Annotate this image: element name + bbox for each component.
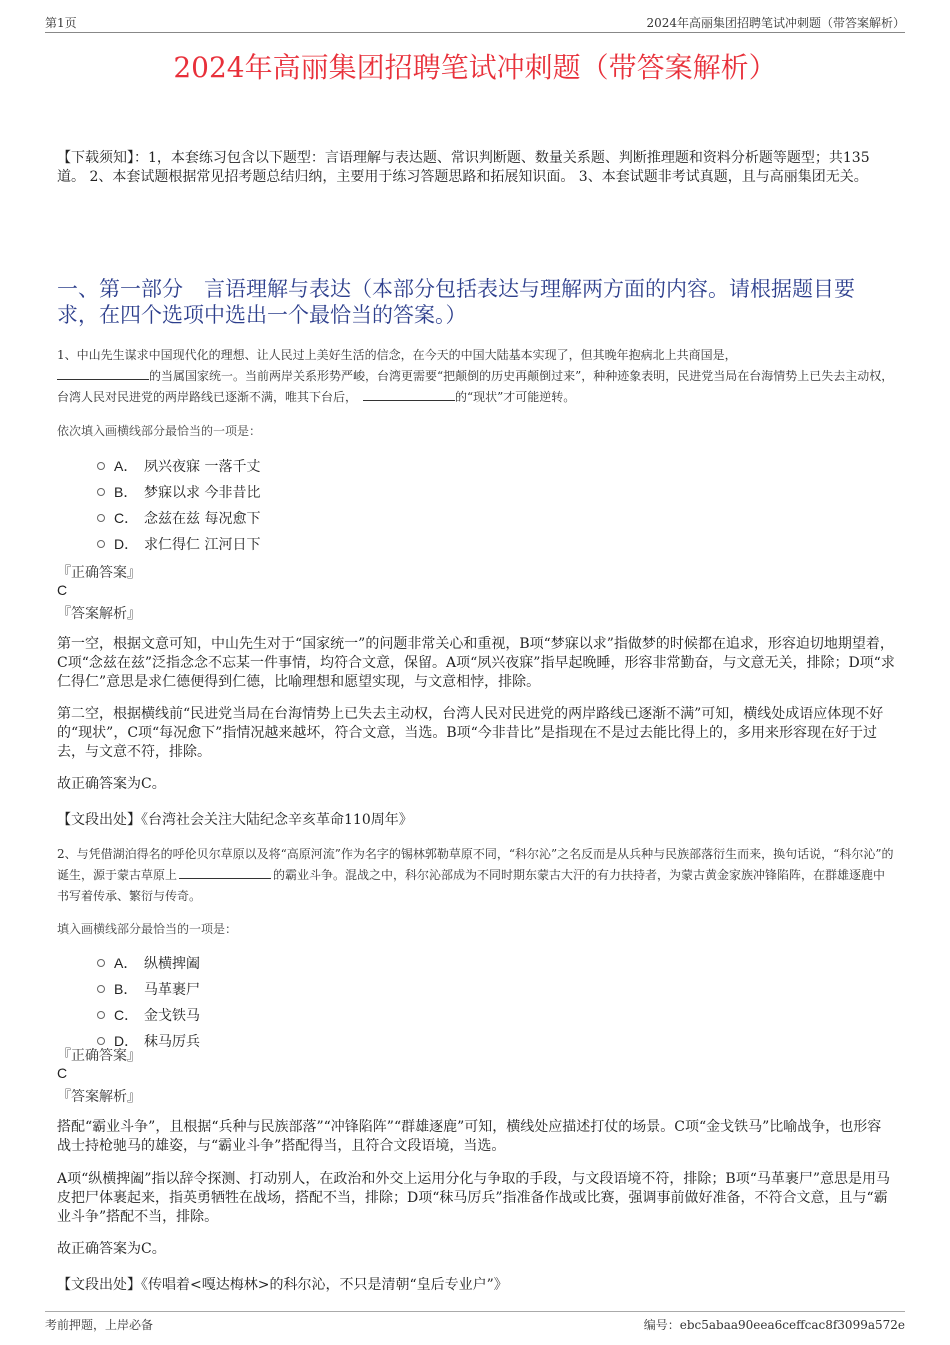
question-2-option-c[interactable] bbox=[97, 1005, 200, 1025]
option-text: 秣马厉兵 bbox=[144, 1034, 200, 1050]
radio-icon[interactable] bbox=[97, 985, 105, 993]
question-1-source: 【文段出处】《台湾社会关注大陆纪念辛亥革命110周年》 bbox=[57, 812, 413, 828]
radio-icon[interactable] bbox=[97, 1011, 105, 1019]
fill-blank-3 bbox=[179, 866, 271, 879]
option-key: D． bbox=[114, 1033, 139, 1049]
question-2-conclusion: 故正确答案为C。 bbox=[57, 1241, 166, 1257]
question-1-option-a[interactable] bbox=[97, 456, 260, 476]
radio-icon[interactable] bbox=[97, 540, 105, 548]
question-2-analysis-label: 『答案解析』 bbox=[57, 1089, 141, 1105]
section-heading: 一、第一部分 言语理解与表达（本部分包括表达与理解两方面的内容。请根据题目要求，在四个选项中选出一个最恰当的答案。） bbox=[57, 277, 855, 327]
question-2-analysis-2: A项“纵横捭阖”指以辞令探测、打动别人，在政治和外交上运用分化与争取的手段，与文段语境不符，排除；B项“马革裹尸”意思是用马皮把尸体裹起来，指英勇牺牲在战场，搭配不当，排除；D项“秣马厉兵”指准备作战或比赛，强调事前做好准备，不符合文意，且与“霸业斗争”搭配不当，排除。 bbox=[57, 1171, 891, 1225]
question-1-option-d[interactable] bbox=[97, 534, 260, 554]
header-page-number: 第1页 bbox=[45, 16, 77, 30]
option-key: C． bbox=[114, 1007, 139, 1023]
radio-icon[interactable] bbox=[97, 514, 105, 522]
radio-icon[interactable] bbox=[97, 488, 105, 496]
footer-divider bbox=[45, 1311, 905, 1312]
option-key: A． bbox=[114, 955, 138, 971]
question-1-answer-label: 『正确答案』 bbox=[57, 565, 141, 581]
option-key: A． bbox=[114, 458, 138, 474]
question-1-analysis-label: 『答案解析』 bbox=[57, 606, 141, 622]
question-2-text-part2: 的霸业斗争。混战之中，科尔沁部成为不同时期东蒙古大汗的有力扶持者，为蒙古黄金家族冲锋陷阵，在群雄逐鹿中书写着传承、繁衍与传奇。 bbox=[57, 868, 886, 903]
option-text: 念兹在兹 每况愈下 bbox=[144, 511, 261, 527]
question-1-analysis-1: 第一空，根据文意可知，中山先生对于“国家统一”的问题非常关心和重视，B项“梦寐以求”指做梦的时候都在追求，形容迫切地期望着，C项“念兹在兹”泛指念念不忘某一件事情，均符合文意，保留。A项“夙兴夜寐”指早起晚睡，形容非常勤奋，与文意无关，排除；D项“求仁得仁”意思是求仁德便得到仁德，比喻理想和愿望实现，与文意相悖，排除。 bbox=[57, 636, 895, 690]
question-1-stem bbox=[57, 345, 895, 408]
footer-doc-id: 编号：ebc5abaa90eea6ceffcac8f3099a572e bbox=[643, 1318, 905, 1332]
option-key: C． bbox=[114, 510, 139, 526]
option-text: 纵横捭阖 bbox=[144, 956, 200, 972]
question-2-option-a[interactable] bbox=[97, 953, 200, 973]
footer-slogan: 考前押题，上岸必备 bbox=[45, 1318, 154, 1332]
option-key: D． bbox=[114, 536, 139, 552]
option-text: 夙兴夜寐 一落千丈 bbox=[144, 459, 261, 475]
option-text: 金戈铁马 bbox=[144, 1008, 200, 1024]
question-2-analysis-1: 搭配“霸业斗争”，且根据“兵种与民族部落”“冲锋陷阵”“群雄逐鹿”可知，横线处应描述打仗的场景。C项“金戈铁马”比喻战争，也形容战士持枪驰马的雄姿，与“霸业斗争”搭配得当，且符合文段语境，当选。 bbox=[57, 1119, 882, 1154]
radio-icon[interactable] bbox=[97, 462, 105, 470]
question-2-option-b[interactable] bbox=[97, 979, 200, 999]
question-1-text-part3: 的“现状”才可能逆转。 bbox=[455, 390, 576, 404]
question-2-answer: C bbox=[57, 1065, 68, 1081]
option-key: B． bbox=[114, 981, 138, 997]
question-1-conclusion: 故正确答案为C。 bbox=[57, 776, 166, 792]
question-2-answer-label: 『正确答案』 bbox=[57, 1048, 141, 1064]
radio-icon[interactable] bbox=[97, 959, 105, 967]
question-1-text-part2: 的当属国家统一。当前两岸关系形势严峻，台湾更需要“把颠倒的历史再颠倒过来”，种种迹象表明，民进党当局在台海情势上已失去主动权，台湾人民对民进党的两岸路线已逐渐不满，唯其下台后， bbox=[57, 369, 894, 404]
question-2-source: 【文段出处】《传唱着<嘎达梅林>的科尔沁，不只是清朝“皇后专业户”》 bbox=[57, 1277, 508, 1293]
header-doc-title: 2024年高丽集团招聘笔试冲刺题（带答案解析） bbox=[646, 16, 905, 30]
option-text: 马革裹尸 bbox=[144, 982, 200, 998]
header-divider bbox=[45, 32, 905, 33]
option-text: 求仁得仁 江河日下 bbox=[144, 537, 261, 553]
question-1-analysis-2: 第二空，根据横线前“民进党当局在台海情势上已失去主动权，台湾人民对民进党的两岸路线已逐渐不满”可知，横线处成语应体现不好的“现状”，C项“每况愈下”指情况越来越坏，符合文意，当选。B项“今非昔比”是指现在不是过去能比得上的，多用来形容现在好于过去，与文意不符，排除。 bbox=[57, 706, 884, 760]
option-key: B． bbox=[114, 484, 138, 500]
download-notice: 【下载须知】：1，本套练习包含以下题型：言语理解与表达题、常识判断题、数量关系题、判断推理题和资料分析题等题型；共135道。 2、本套试题根据常见招考题总结归纳，主要用于练习答题思路和拓展知识面。 3、本套试题非考试真题，且与高丽集团无关。 bbox=[57, 150, 870, 185]
fill-blank-1 bbox=[57, 367, 149, 380]
question-2-text-part1: 2、与凭借湖泊得名的呼伦贝尔草原以及将“高原河流”作为名字的锡林郭勒草原不同，“科尔沁”之名反而是从兵种与民族部落衍生而来，换句话说，“科尔沁”的诞生，源于蒙古草原上 bbox=[57, 847, 894, 882]
question-1-text-part1: 1、中山先生谋求中国现代化的理想、让人民过上美好生活的信念，在今天的中国大陆基本实现了，但其晚年抱病北上共商国是， bbox=[57, 348, 737, 362]
option-text: 梦寐以求 今非昔比 bbox=[144, 485, 261, 501]
question-1-option-c[interactable] bbox=[97, 508, 260, 528]
page-title: 2024年高丽集团招聘笔试冲刺题（带答案解析） bbox=[173, 51, 777, 84]
radio-icon[interactable] bbox=[97, 1037, 105, 1045]
fill-blank-2 bbox=[363, 388, 455, 401]
question-2-instruction: 填入画横线部分最恰当的一项是： bbox=[57, 922, 238, 936]
question-1-instruction: 依次填入画横线部分最恰当的一项是： bbox=[57, 424, 262, 438]
question-1-answer: C bbox=[57, 582, 68, 598]
question-2-stem bbox=[57, 844, 895, 907]
question-1-option-b[interactable] bbox=[97, 482, 260, 502]
